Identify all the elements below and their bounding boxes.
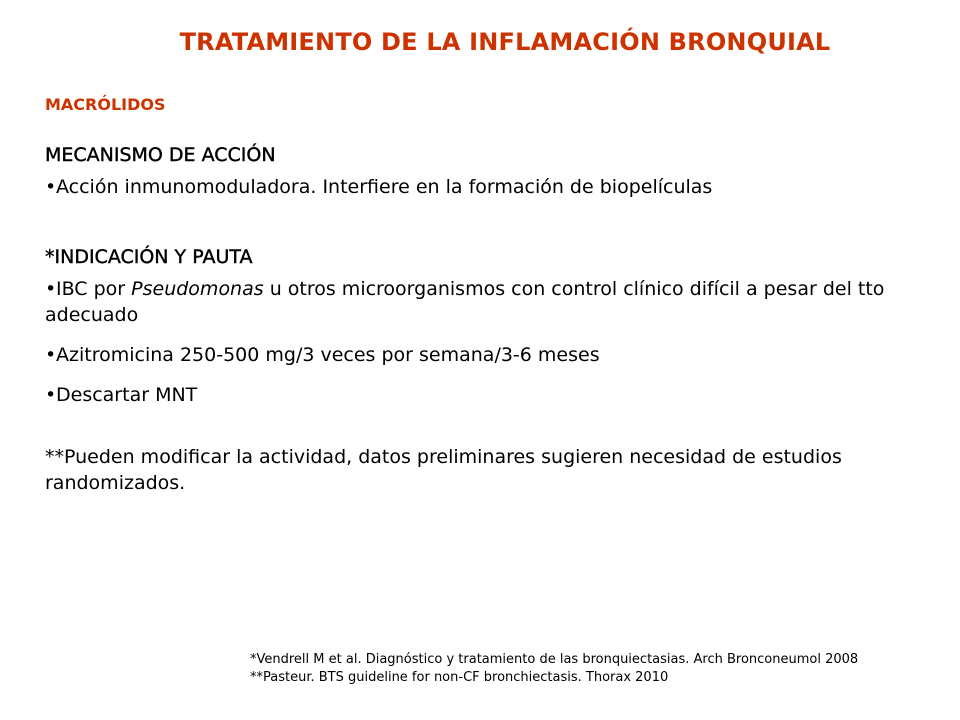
spacer [45,422,905,444]
bullet-icon: • [45,278,57,300]
spacer [45,214,905,244]
slide-title: TRATAMIENTO DE LA INFLAMACIÓN BRONQUIAL [179,28,831,56]
indication-bullet-1-italic: Pseudomonas [131,278,264,300]
bullet-icon: • [45,176,57,198]
mechanism-bullet-text: Acción inmunomoduladora. Interfiere en la formación de biopelículas [56,176,713,198]
indication-heading: *INDICACIÓN Y PAUTA [45,246,253,268]
reference-1: *Vendrell M et al. Diagnóstico y tratamiento de las bronquiectasias. Arch Bronconeumol 2008 [250,652,859,667]
mechanism-heading: MECANISMO DE ACCIÓN [45,144,276,166]
indication-bullet-1-post: u otros microorganismos con control clínico difícil a pesar del tto adecuado [45,278,885,326]
indication-bullet-3 [45,382,905,408]
reference-2: **Pasteur. BTS guideline for non-CF bronchiectasis. Thorax 2010 [250,670,669,685]
slide-content [45,142,905,510]
slide-subtitle: MACRÓLIDOS [45,95,166,114]
references [250,651,858,687]
bullet-icon: • [45,344,57,366]
indication-bullet-2-text: Azitromicina 250-500 mg/3 veces por semana/3-6 meses [56,344,600,366]
indication-bullet-2 [45,342,905,368]
indication-bullet-3-text: Descartar MNT [56,384,198,406]
indication-bullet-1 [45,276,905,328]
note-paragraph: **Pueden modificar la actividad, datos preliminares sugieren necesidad de estudios randomizados. [45,446,842,494]
indication-bullet-1-pre: IBC por [56,278,132,300]
bullet-icon: • [45,384,57,406]
mechanism-bullet [45,174,905,200]
